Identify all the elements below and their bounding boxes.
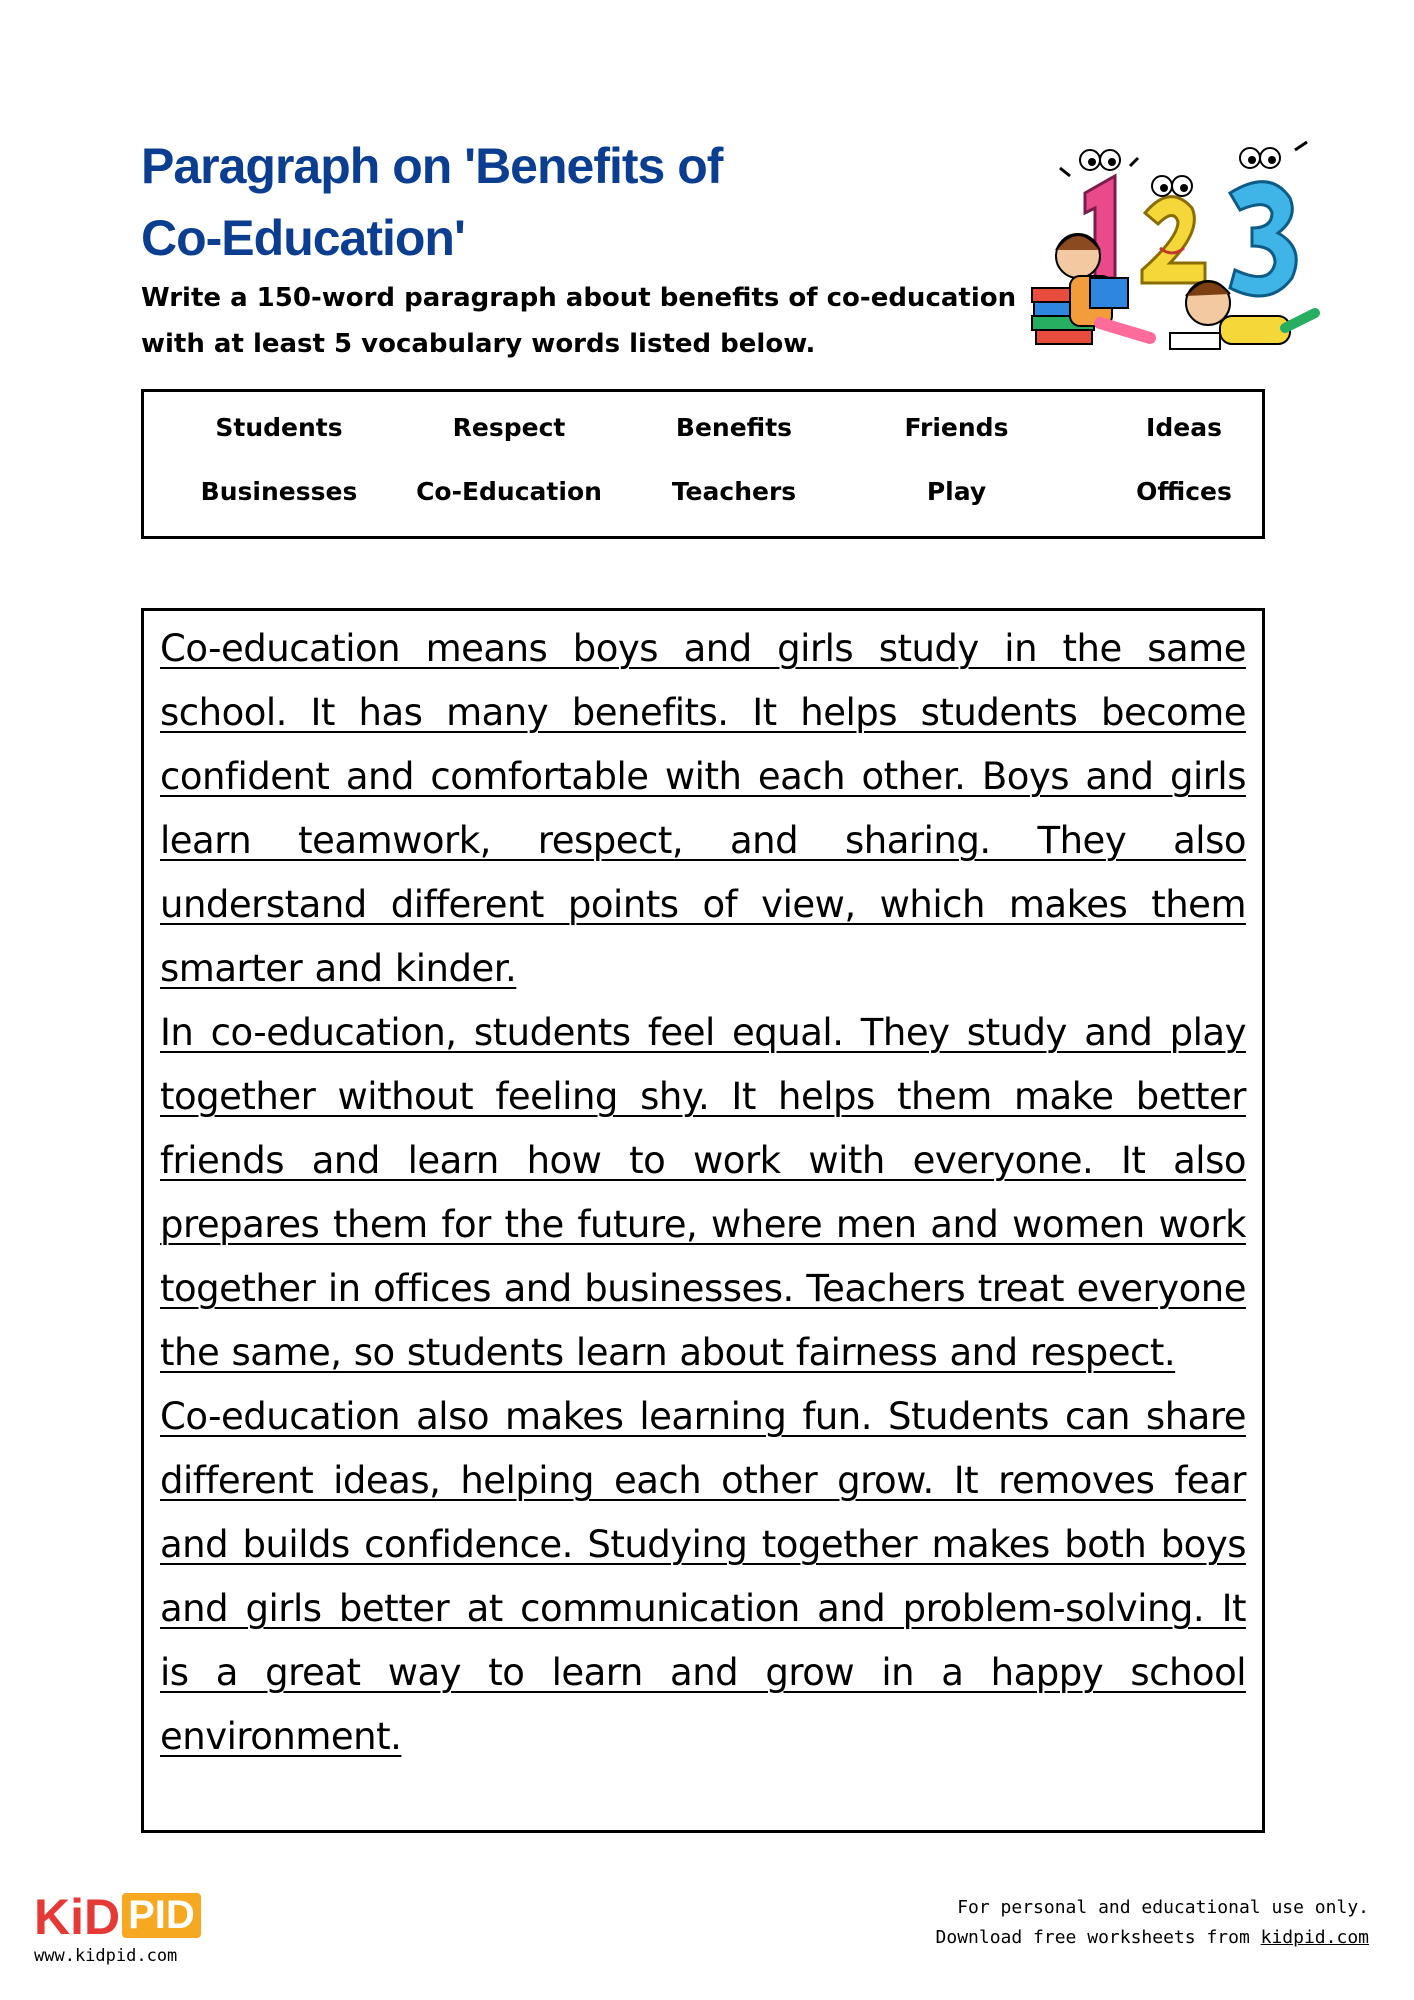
paragraph-text: Co-education also makes learning fun. Students can share different ideas, helping each other grow. It removes fear and builds confidence. Studying together makes both boys and girls better at communication and problem-solving. It is a great way to learn and grow in a happy school environment. [160,1395,1246,1758]
instructions: Write a 150-word paragraph about benefits of co-education with at least 5 vocabulary words listed below. [141,283,1017,359]
footer-note [936,1893,1369,1953]
digit-two-icon [1142,176,1205,283]
vocab-word: Play [926,477,987,506]
vocabulary-grid [144,410,1262,510]
vocab-word: Offices [1136,477,1232,506]
paragraph-text: In co-education, students feel equal. They study and play together without feeling shy. It helps them make better friends and learn how to work with everyone. It also prepares them for the future, where men and women work together in offices and businesses. Teachers treat everyone the same, so students learn about fairness and respect. [160,1011,1246,1374]
logo-text-pid: PID [122,1893,201,1938]
footer-download-line [936,1923,1369,1953]
vocab-word: Friends [904,413,1009,442]
vocab-word: Benefits [675,413,793,442]
footer-kidpid-link[interactable]: kidpid.com [1260,1927,1369,1948]
vocab-word: Businesses [200,477,358,506]
vocab-word: Ideas [1146,413,1222,442]
vocab-word: Teachers [671,477,797,506]
footer-download-text: Download free worksheets from [935,1927,1261,1948]
vocab-word: Respect [452,413,566,442]
kidpid-logo[interactable] [34,1888,244,1968]
logo-url: www.kidpid.com [34,1946,178,1966]
footer-usage-text: For personal and educational use only. [957,1897,1369,1918]
logo-text-kid: KiD [34,1889,121,1945]
paragraph-text: Co-education means boys and girls study in the same school. It has many benefits. It helps students become confident and comfortable with each other. Boys and girls learn teamwork, respect, and sharing. They also understand different points of view, which makes them smarter and kinder. [160,627,1246,990]
vocab-word: Co-Education [416,477,602,506]
page-title: Paragraph on 'Benefits of Co-Education' [141,138,723,266]
logo-wordmark [34,1888,244,1946]
paragraph-answer-box [141,608,1265,1833]
vocab-word: Students [215,413,343,442]
numbers-kids-illustration-icon [1030,138,1320,368]
vocabulary-box [141,389,1265,539]
digit-three-icon [1230,142,1307,296]
